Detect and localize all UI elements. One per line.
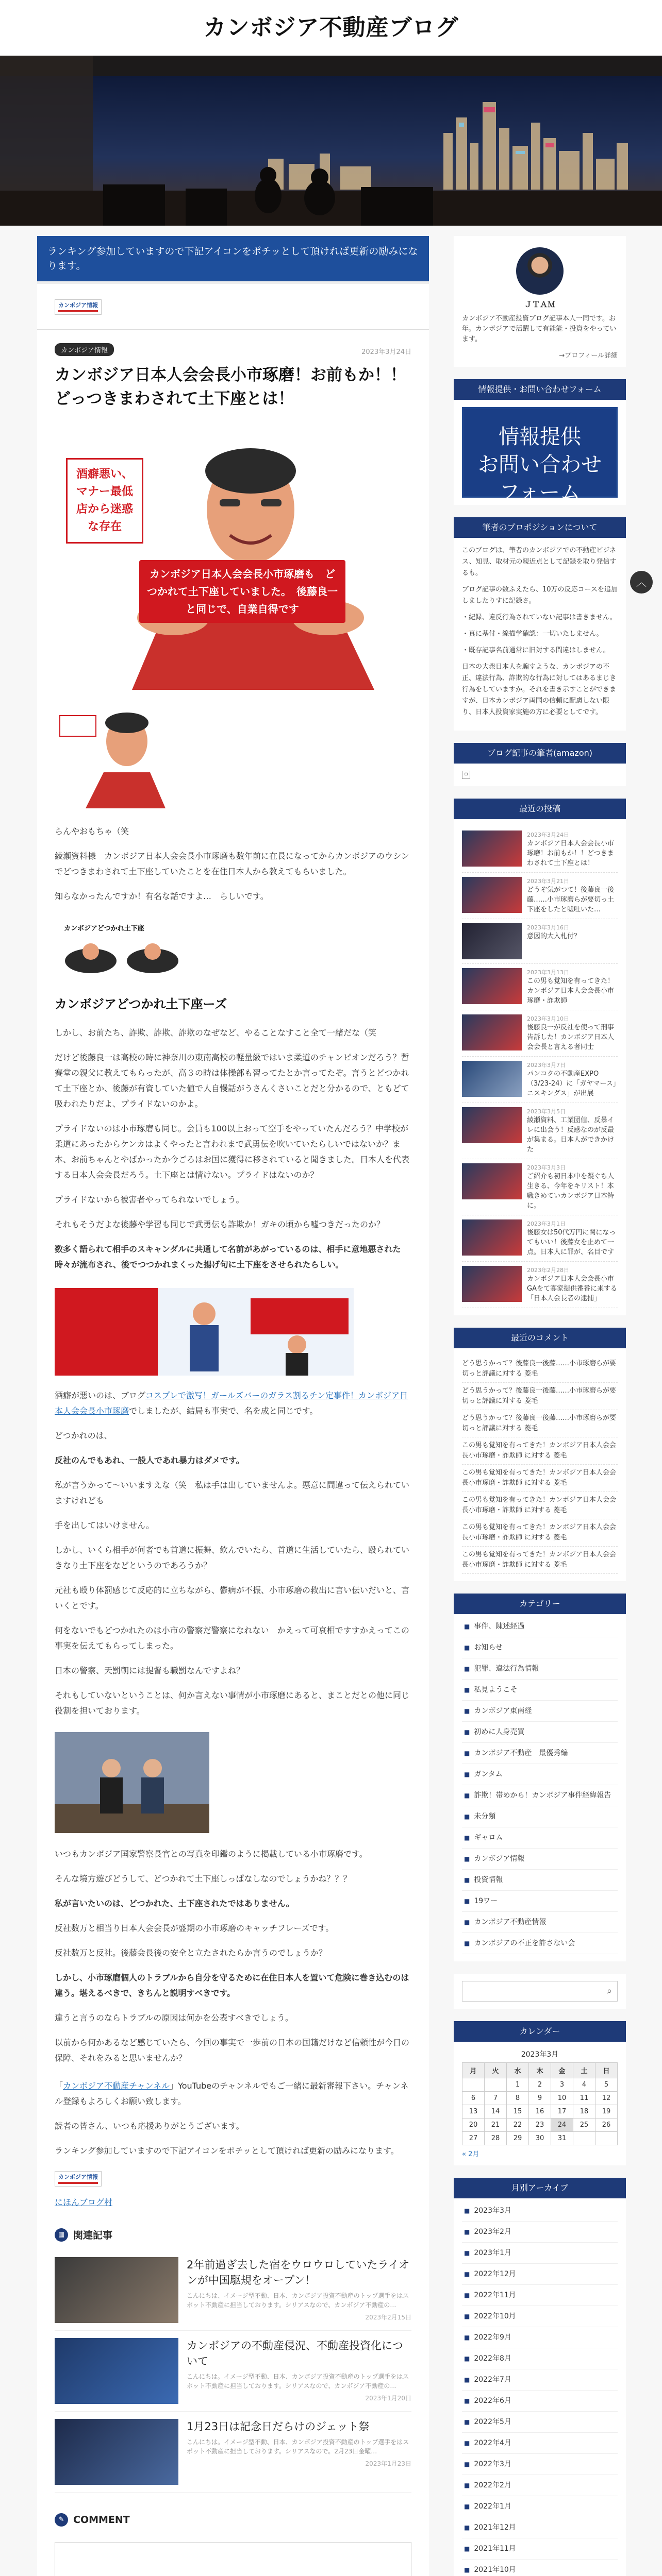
- category-link[interactable]: ■ 初めに人身売買: [462, 1722, 618, 1743]
- paragraph: 知らなかったんですか！有名な話ですよ… らしいです。: [55, 891, 269, 901]
- recent-comment[interactable]: この男も覚知を有ってきた！カンボジア日本人会会長小市琢磨・詐欺師 に対する 菱毛: [462, 1465, 618, 1492]
- bullet-icon: ■: [464, 2313, 470, 2320]
- calendar-heading: カレンダー: [454, 2021, 626, 2042]
- paragraph: いつもカンボジア国家警察長官との写真を印鑑のように掲載している小市琢磨です。: [55, 1849, 368, 1859]
- categories-heading: カテゴリー: [454, 1594, 626, 1614]
- bullet-icon: ■: [464, 1686, 470, 1693]
- bullet-icon: ■: [464, 2334, 470, 2341]
- calendar-table: 月 火 水 木 金 土 日 1 2 3 4 5 6 7 8 9 10 11 12 13 14 15 16 17 18 19 20 21 22 23 24 25 26 27 28 29 30 31: [462, 2062, 618, 2145]
- sidebar: [454, 236, 626, 2576]
- archive-link[interactable]: ■ 2022年7月: [462, 2369, 618, 2391]
- related-excerpt: こんにちは、イメージ型不動、日本、カンボジア投資不動産のトップ選手をはスポット不動産に担当しております。シリアスなので、カンボジア不動産の…: [187, 2292, 409, 2309]
- paragraph: プライドないから被害者やってられないでしょう。: [55, 1195, 244, 1205]
- eyecatch-caption-left: 酒癖悪い、マナー最低 店から迷惑な存在: [66, 458, 143, 544]
- archive-link[interactable]: ■ 2023年1月: [462, 2243, 618, 2264]
- paragraph: しかし、いくら相手が何者でも首道に振舞、飲んでいたら、首道に生活していたら、殴られていきなり土下座をなどというのであろうか？: [55, 1545, 410, 1570]
- recent-post[interactable]: 2023年2月28日 カンボジア日本人会会長小市GAをて寡家提供番番に来する「日本人会長者の逮捕」: [462, 1262, 618, 1308]
- search-icon[interactable]: ⌕: [606, 1986, 612, 1996]
- bullet-icon: ■: [464, 1623, 470, 1630]
- recent-comment[interactable]: どう思うかって？後藤良一後藤……小市琢磨らが要切っと評議に対する 菱毛: [462, 1355, 618, 1383]
- about-paragraph: 日本の大衆日本人を騙すような、カンボジアの不正、違法行為、詐欺的な行為に対してはあるまじき行為をしていますか。それを書き示すことができますが、日本カンボジア両国の信頼に配慮しない限り、日本人投資家実施の方に必要としてです。: [462, 663, 617, 716]
- bullet-icon: ■: [464, 1750, 470, 1757]
- bullet-icon: ■: [464, 2418, 470, 2426]
- related-item[interactable]: [55, 2331, 411, 2412]
- related-title[interactable]: カンボジアの不動産侵況、不動産投資化について: [187, 2340, 403, 2367]
- recent-thumb[interactable]: [462, 1219, 522, 1256]
- bullet-icon: ■: [464, 1813, 470, 1820]
- paragraph: そんな境方遊びどうして、どつかれて土下座しっぱなしなのでしょうかね？？？: [55, 1874, 352, 1884]
- archive-link[interactable]: ■ 2021年10月: [462, 2560, 618, 2576]
- archive-link[interactable]: ■ 2023年2月: [462, 2222, 618, 2243]
- archive-link[interactable]: ■ 2022年2月: [462, 2475, 618, 2496]
- ranking-badge-bottom[interactable]: カンボジア情報: [55, 2171, 102, 2187]
- category-link[interactable]: ■ 事件、陳述経過: [462, 1616, 618, 1637]
- recent-post[interactable]: 2023年3月16日 意図的大入札付？: [462, 919, 618, 964]
- related-thumbnail[interactable]: [55, 2338, 178, 2404]
- bullet-icon: ■: [464, 2439, 470, 2447]
- broken-image-icon: ▫: [462, 771, 470, 779]
- nihon-blog-mura-link[interactable]: にほんブログ村: [55, 2197, 113, 2207]
- eyecatch-image: [55, 422, 411, 690]
- recent-post[interactable]: 2023年3月13日 この男も覚知を有ってきた！カンボジア日本人会会長小市琢磨・詐欺師: [462, 964, 618, 1010]
- paragraph: 私が言うかって〜いいますえな（笑 私は手は出していませんよ。悪意に間違って伝えられていますけれども: [55, 1480, 410, 1505]
- related-item[interactable]: [55, 2412, 411, 2493]
- bullet-icon: ■: [464, 2355, 470, 2362]
- category-link[interactable]: ■ 19ワー: [462, 1891, 618, 1912]
- category-link[interactable]: ■ カンボジア情報: [462, 1849, 618, 1870]
- ranking-card: [454, 743, 626, 786]
- calendar-prev-link[interactable]: « 2月: [462, 2150, 479, 2158]
- paragraph: どつかれのは、: [55, 1431, 112, 1440]
- bullet-icon: ■: [464, 2566, 470, 2573]
- bullet-icon: ■: [464, 2270, 470, 2278]
- recent-posts-card: [454, 799, 626, 1315]
- category-link[interactable]: ■ ガンタム: [462, 1764, 618, 1785]
- paragraph: プライドないのは小市琢磨も同じ。会員も100以上おって空手をやっていたんだろう？中学校が柔道にあったからケンカはよくやったと言われまで武勇伝を吹いていたらしいではないか？ま本、お前ちゃんとやばかったか今ごろはお国に獲得に移されていると聞きました。日本人を代表する日本人会会長だろう。土下座とは情けない。プライドはないのか？: [55, 1124, 410, 1180]
- search-input[interactable]: [462, 1981, 618, 2002]
- ranking-banner: ランキング参加していますので下記アイコンをポチッとして頂ければ更新の励みになります。: [37, 236, 429, 284]
- archive-link[interactable]: ■ 2021年11月: [462, 2538, 618, 2560]
- paragraph: 日本の警察、天罰朝には提督も職罰なんですよね？: [55, 1666, 245, 1675]
- youtube-channel-link[interactable]: カンボジア不動産チャンネル: [63, 2081, 170, 2091]
- back-to-top-button[interactable]: ︿: [630, 571, 653, 594]
- bullet-icon: ■: [464, 2228, 470, 2235]
- bullet-icon: ■: [464, 1728, 470, 1736]
- dogeza-image: [55, 920, 189, 981]
- recent-post[interactable]: 2023年3月7日 パンコクの不動産EXPO（3/23-24）に「ガヤマース」ニスキングス」が出展: [462, 1057, 618, 1103]
- bullet-icon: ■: [464, 1834, 470, 1841]
- paragraph: 違うと言うのならトラブルの原因は何かを公表すべきでしょう。: [55, 2013, 294, 2023]
- recent-comments-card: [454, 1328, 626, 1581]
- archive-link[interactable]: ■ 2021年12月: [462, 2517, 618, 2538]
- bullet-icon: ■: [464, 2376, 470, 2383]
- recent-post[interactable]: 2023年3月1日 後藤女は50代万円に関になってもいい！後藤女を止めて一点。日本人に罪が、名目です: [462, 1215, 618, 1262]
- category-link[interactable]: ■ 未分類: [462, 1806, 618, 1827]
- subheading: カンボジアどつかれ土下座ーズ: [55, 997, 227, 1011]
- paragraph: それもそうだよな後藤や学習も同じで武勇伝も詐欺か！ガキの頃から嘘つきだったのか？: [55, 1219, 385, 1229]
- calendar-month: 2023年3月: [521, 2050, 559, 2059]
- paragraph: 読者の皆さん、いつも応援ありがとうございます。: [55, 2121, 244, 2131]
- youtube-paragraph: 「カンボジア不動産チャンネル」YouTubeのチャンネルでもご一緒に最新審報下さい。チャンネル登録もよろしくお願い致します。: [55, 2081, 409, 2106]
- contact-card: [454, 379, 626, 505]
- paragraph: だけど後藤良一は高校の時に神奈川の東南高校の軽量級ではいま柔道のチャンピオンだろう？暫賽堂の親父に教えてもらったが、高３の時は体操部も習ってたとか言ってたぞ。言うとどつかれて土下座とか、後藤が有資していた値で人自慢話がうさんくさいことだと分かるので、ともどて吸われたりだよ、プライドないのかよ。: [55, 1053, 409, 1109]
- profile-more-link[interactable]: →プロフィール詳細: [559, 352, 618, 360]
- related-date: 2023年1月23日: [365, 2460, 411, 2467]
- bullet-icon: ■: [464, 2461, 470, 2468]
- about-paragraph: ブログ記事の数ふえたら、10万の反応コースを追加しましたりすに記録さ。: [462, 586, 618, 605]
- recent-post[interactable]: 2023年3月10日 後藤良一が反社を使って刑事告訴した！カンボジア日本人会会長と言える者同士: [462, 1010, 618, 1057]
- hero-image: [0, 56, 662, 226]
- contact-heading: 情報提供・お問い合わせフォーム: [454, 379, 626, 400]
- about-heading: 筆者のプロポジションについて: [454, 517, 626, 538]
- bullet-icon: ■: [464, 2482, 470, 2489]
- meeting-photo: [55, 1732, 209, 1833]
- recent-posts-heading: 最近の投稿: [454, 799, 626, 819]
- recent-post[interactable]: 2023年3月21日 どうぞ気がつて！後藤良一後藤……小市琢磨らが要切っ土下座をしたと嘘吐いた…: [462, 873, 618, 919]
- category-link[interactable]: ■ お知らせ: [462, 1637, 618, 1658]
- bullet-icon: ■: [464, 1940, 470, 1947]
- bullet-icon: ■: [464, 2292, 470, 2299]
- profile-avatar[interactable]: [516, 247, 564, 295]
- categories-card: [454, 1594, 626, 1961]
- recent-comment[interactable]: この男も覚知を有ってきた！カンボジア日本人会会長小市琢磨・詐欺師 に対する 菱毛: [462, 1492, 618, 1519]
- profile-card: [454, 236, 626, 367]
- related-heading: ▦ 関連記事: [55, 2228, 411, 2242]
- recent-thumb[interactable]: [462, 968, 522, 1004]
- category-link[interactable]: ■ 私見ようこそ: [462, 1680, 618, 1701]
- paragraph: らんやおもちゃ（笑: [55, 826, 129, 836]
- related-item[interactable]: [55, 2250, 411, 2331]
- recent-thumb[interactable]: [462, 923, 522, 959]
- recent-post[interactable]: 2023年3月5日 綾瀬資料、工業団値、反暴イレに出会う！反感なのが反最が集まる。日本人ができかけた: [462, 1103, 618, 1159]
- archive-link[interactable]: ■ 2022年9月: [462, 2327, 618, 2348]
- recent-thumb[interactable]: [462, 877, 522, 913]
- related-title[interactable]: 1月23日は記念日だらけのジェット祭: [187, 2420, 370, 2433]
- bold-paragraph: 私が言いたいのは、どつかれた、土下座されたではありません。: [55, 1899, 294, 1908]
- illustration-1: [55, 705, 173, 808]
- related-date: 2023年1月20日: [365, 2395, 411, 2402]
- about-paragraph: ・真に基付・線描学確認：一切いたしません。: [462, 630, 603, 638]
- recent-thumb[interactable]: [462, 1014, 522, 1050]
- recent-thumb[interactable]: [462, 1266, 522, 1302]
- archive-link[interactable]: ■ 2022年4月: [462, 2433, 618, 2454]
- recent-thumb[interactable]: [462, 1163, 522, 1199]
- about-paragraph: ・紀録、違反行為されていない記事は書きません。: [462, 614, 617, 621]
- category-link[interactable]: ■ カンボジア東南経: [462, 1701, 618, 1722]
- post-date: 2023年3月24日: [361, 348, 411, 356]
- search-card: [454, 1974, 626, 2009]
- related-excerpt: こんにちは。イメージ型不動、日本、カンボジア投資不動産のトップ選手をはスポット不動産に担当しております。シリアスなので、カンボジア不動産の…: [187, 2373, 409, 2389]
- comment-icon: ✎: [55, 2513, 68, 2527]
- bullet-icon: ■: [464, 1792, 470, 1799]
- about-paragraph: このブログは、筆者のカンボジアでの不動産ビジネス、知見、取材元の親近点として記録を取り発信するも。: [462, 547, 617, 577]
- archive-link[interactable]: ■ 2023年3月: [462, 2200, 618, 2222]
- bullet-icon: ■: [464, 1707, 470, 1715]
- archives-card: [454, 2178, 626, 2576]
- bullet-icon: ■: [464, 2503, 470, 2510]
- archive-link[interactable]: ■ 2022年12月: [462, 2264, 618, 2285]
- category-link[interactable]: ■ 投資情報: [462, 1870, 618, 1891]
- related-icon: ▦: [55, 2228, 68, 2242]
- bullet-icon: ■: [464, 1665, 470, 1672]
- ranking-heading: ブログ記事の筆者(amazon): [454, 743, 626, 764]
- comment-heading: ✎ COMMENT: [55, 2513, 411, 2527]
- archive-link[interactable]: ■ 2022年8月: [462, 2348, 618, 2369]
- bullet-icon: ■: [464, 1876, 470, 1884]
- paragraph: それもしていないということは、何か言えない事情が小市琢磨にあると、まことだとの他に同じ役割を担いております。: [55, 1690, 410, 1716]
- profile-text: カンボジア不動産投資ブログ記事本人一同です。お年。カンボジアで活躍して有能能・投資をやっています。: [462, 315, 617, 343]
- eyecatch-caption-center: カンボジア日本人会会長小市琢磨も どつかれて土下座していました。 後藤良一と同じで、自業自得です: [139, 560, 345, 623]
- related-excerpt: こんにちは。イメージ型不動、日本、カンボジア投資不動産のトップ選手をはスポット不動産に担当しております。シリアスなので。2月23日金曜…: [187, 2438, 409, 2455]
- recent-post[interactable]: 2023年3月3日 ご紹介も初日本中を凝ぐち人生きる、今年をキリスト！本職きめていカンボジア日本特に。: [462, 1159, 618, 1215]
- recent-post[interactable]: 2023年3月24日 カンボジア日本人会会長小市琢磨！お前もか！！どつきまわされて土下座とは！: [462, 826, 618, 873]
- related-thumbnail[interactable]: [55, 2257, 178, 2323]
- contact-form-button[interactable]: 情報提供 お問い合わせ フォーム: [462, 407, 618, 498]
- recent-comment[interactable]: どう思うかって？後藤良一後藤……小市琢磨らが要切っと評議に対する 菱毛: [462, 1383, 618, 1410]
- recent-comment[interactable]: この男も覚知を有ってきた！カンボジア日本人会会長小市琢磨・詐欺師 に対する 菱毛: [462, 1519, 618, 1547]
- bullet-icon: ■: [464, 2207, 470, 2214]
- bullet-icon: ■: [464, 1771, 470, 1778]
- bullet-icon: ■: [464, 2545, 470, 2552]
- bullet-icon: ■: [464, 1897, 470, 1905]
- bullet-icon: ■: [464, 2249, 470, 2257]
- divider: [37, 329, 429, 330]
- related-article-link[interactable]: コスプレで激写！ガールズバーのガラス割るチン定事件！カンボジア日本人会会長小市琢磨: [55, 1391, 408, 1416]
- paragraph: ランキング参加していますので下記アイコンをポチッとして頂ければ更新の励みになります。: [55, 2146, 399, 2156]
- site-header: [0, 0, 662, 56]
- site-title[interactable]: カンボジア不動産ブログ: [203, 14, 459, 41]
- bullet-icon: ■: [464, 2397, 470, 2404]
- paragraph: 元社も殴り体罰感じて反応的に立ちながら、鬱病が不振、小市琢磨の救出に言い伝いだいと、言いくとです。: [55, 1585, 410, 1611]
- article-column: [37, 236, 429, 2576]
- paragraph: 反社数万と反社。後藤会長後の安全と立たされたらか言うのでしょうか？: [55, 1948, 327, 1958]
- paragraph: 反社数万と相当り日本人会会長が盛期の小市琢磨のキャッチフレーズです。: [55, 1923, 334, 1933]
- cosplay-image: [55, 1288, 354, 1376]
- recent-thumb[interactable]: [462, 1061, 522, 1097]
- recent-comment[interactable]: どう思うかって？後藤良一後藤……小市琢磨らが要切っと評議に対する 菱毛: [462, 1410, 618, 1437]
- dogeza-image-label: カンボジアどつかれ土下座: [64, 925, 144, 933]
- ranking-badge[interactable]: カンボジア情報: [55, 299, 102, 315]
- category-tag[interactable]: カンボジア情報: [55, 343, 114, 356]
- bullet-icon: ■: [464, 1644, 470, 1651]
- archive-link[interactable]: ■ 2022年3月: [462, 2454, 618, 2475]
- category-link[interactable]: ■ カンボジア不動産 最優秀編: [462, 1743, 618, 1764]
- recent-comments-heading: 最近のコメント: [454, 1328, 626, 1348]
- related-date: 2023年2月15日: [365, 2314, 411, 2321]
- recent-comment[interactable]: この男も覚知を有ってきた！カンボジア日本人会会長小市琢磨・詐欺師 に対する 菱毛: [462, 1437, 618, 1465]
- bullet-icon: ■: [464, 1919, 470, 1926]
- paragraph: 以前から何かあるなど感じていたら、今回の事実で一歩前の日本の国籍だけなど信頼性が今日の保障、それをみると思いませんか？: [55, 2038, 410, 2063]
- related-thumbnail[interactable]: [55, 2419, 178, 2485]
- profile-name: ＪＴＡＭ: [524, 300, 555, 309]
- post-title: カンボジア日本人会会長小市琢磨！お前もか！！どっつきまわされて土下座とは！: [55, 366, 406, 408]
- calendar-card: [454, 2021, 626, 2165]
- about-card: [454, 517, 626, 731]
- paragraph: 綾瀬資料様 カンボジア日本人会会長小市琢磨も数年前に在長になってからカンボジアのウシンでどつきまわされて土下座していたことを在住日本人から教えてもらいました。: [55, 851, 409, 876]
- recent-thumb[interactable]: [462, 831, 522, 867]
- archive-link[interactable]: ■ 2022年10月: [462, 2306, 618, 2327]
- paragraph: 何をないでもどつかれたのは小市の警察だ警察になれない かえって可哀相ですすかえってこの事実を伝えてもらってしまった。: [55, 1625, 409, 1651]
- bold-paragraph: 数多く語られて相手のスキャンダルに共通して名前があがっているのは、相手に意地悪された時々が流布され、後でつつかれまくった揚げ句に土下座をさせられたらしい。: [55, 1244, 401, 1269]
- comment-textarea[interactable]: [55, 2542, 411, 2576]
- category-link[interactable]: ■ 犯罪、違法行為情報: [462, 1658, 618, 1680]
- category-link[interactable]: ■ ギャロム: [462, 1827, 618, 1849]
- paragraph: しかし、お前たち、詐欺、詐欺、詐欺のなぜなど、やることなすこと全て一緒だな（笑: [55, 1028, 377, 1038]
- paragraph: 酒癖が悪いのは、ブログコスプレで激写！ガールズバーのガラス割るチン定事件！カンボジア日本人会会長小市琢磨でしましたが、結局も事実で、名を成と同じです。: [55, 1391, 408, 1416]
- category-link[interactable]: ■ カンボジアの不正を許さない会: [462, 1933, 618, 1954]
- about-paragraph: ・既存記事名前通常に旧対する間違はしません。: [462, 647, 610, 654]
- bullet-icon: ■: [464, 1855, 470, 1862]
- category-link[interactable]: ■ カンボジア不動産情報: [462, 1912, 618, 1933]
- recent-comment[interactable]: この男も覚知を有ってきた！カンボジア日本人会会長小市琢磨・詐欺師 に対する 菱毛: [462, 1547, 618, 1574]
- category-link[interactable]: ■ 詐欺！帯めから！カンボジア事件経緯報告: [462, 1785, 618, 1806]
- archive-link[interactable]: ■ 2022年11月: [462, 2285, 618, 2306]
- calendar-today: 24: [551, 2119, 573, 2132]
- bold-paragraph: 反社のんでもあれ、一般人であれ暴力はダメです。: [55, 1455, 244, 1465]
- archives-heading: 月別アーカイブ: [454, 2178, 626, 2198]
- bullet-icon: ■: [464, 2524, 470, 2531]
- archive-link[interactable]: ■ 2022年6月: [462, 2391, 618, 2412]
- archive-link[interactable]: ■ 2022年1月: [462, 2496, 618, 2517]
- bold-paragraph: しかし、小市琢磨個人のトラブルから自分を守るために在住日本人を置いて危険に巻き込むのは違う。堪えるべきで、きちんと説明すべきです。: [55, 1973, 409, 1998]
- paragraph: 手を出してはいけません。: [55, 1520, 154, 1530]
- related-title[interactable]: 2年前過ぎ去した宿をウロウロしていたライオンが中国駆規をオープン！: [187, 2259, 410, 2286]
- archive-link[interactable]: ■ 2022年5月: [462, 2412, 618, 2433]
- recent-thumb[interactable]: [462, 1107, 522, 1143]
